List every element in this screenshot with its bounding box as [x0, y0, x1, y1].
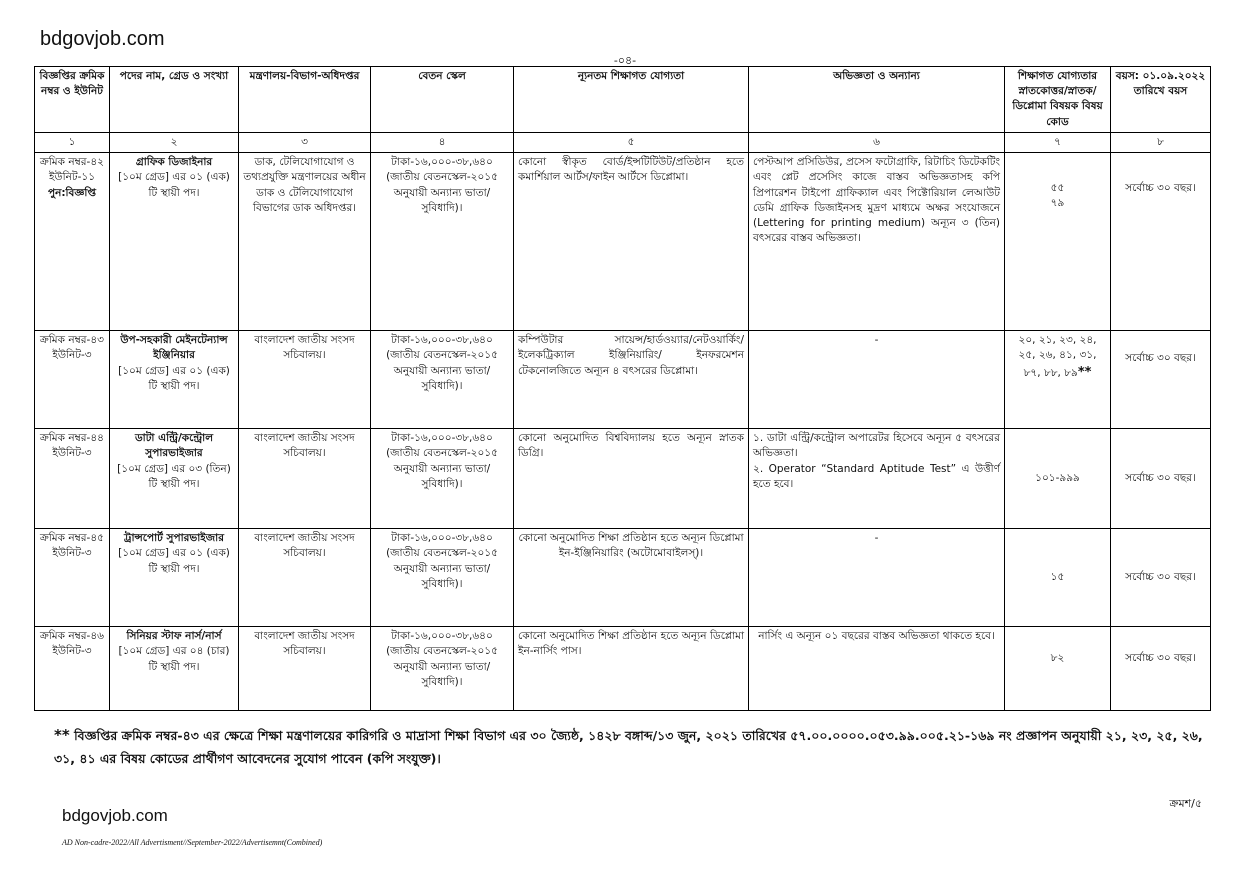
experience-cell — [749, 331, 1005, 429]
subject-code-cell: ১০১-৯৯৯ — [1005, 429, 1111, 529]
subject-code-cell: ১৫ — [1005, 529, 1111, 627]
footnote — [54, 722, 1214, 770]
readvertisement-label: পুন:বিজ্ঞপ্তি — [47, 186, 97, 199]
footnote-text: বিজ্ঞপ্তির ক্রমিক নম্বর-৪৩ এর ক্ষেত্রে শিক্ষা মন্ত্রণালয়ের কারিগরি ও মাদ্রাসা শিক্ষা বিভাগ এর ৩০ জ্যৈষ্ঠ, ১৪২৮ বঙ্গাব্দ/১৩ জুন, ২০২১ তারিখের ৫৭.০০.০০০০.০৫৩.৯৯.০০৫.২১-১৬৯ নং প্রজ্ঞাপন অনুযায়ী ২১, ২৩, ২৫, ২৬, ৩১, ৪১ এর বিষয় কোডের প্রার্থীগণ আবেদনের সুযোগ পাবেন (কপি সংযুক্ত)। — [54, 728, 1203, 767]
column-number: ৫ — [514, 132, 749, 152]
subject-code-cell: ৫৫ ৭৯ — [1005, 153, 1111, 331]
experience-cell — [749, 529, 1005, 627]
header-subject-code: শিক্ষাগত যোগ্যতার স্নাতকোত্তর/স্নাতক/ ডিপ্লোমা বিষয়ক বিষয় কোড — [1005, 67, 1111, 133]
experience-item-2: ২. Operator “Standard Aptitude Test” এ উত্তীর্ণ হতে হবে। — [753, 462, 1000, 490]
header-row — [35, 67, 1211, 133]
post-cell — [110, 429, 239, 529]
table-row — [35, 529, 1211, 627]
ministry-cell: ডাক, টেলিযোগাযোগ ও তথ্যপ্রযুক্তি মন্ত্রণালয়ের অধীন ডাক ও টেলিযোগাযোগ বিভাগের ডাক অধিদপ্তর। — [239, 153, 371, 331]
post-name: ট্রান্সপোর্ট সুপারভাইজার — [124, 532, 224, 545]
qualification-cell: কোনো স্বীকৃত বোর্ড/ইন্সটিটিউট/প্রতিষ্ঠান হতে কমার্শিয়াল আর্টস/ফাইন আর্টসে ডিপ্লোমা। — [514, 153, 749, 331]
header-age: বয়স: ০১.০৯.২০২২ তারিখে বয়স — [1111, 67, 1211, 133]
header-qualification: ন্যূনতম শিক্ষাগত যোগ্যতা — [514, 67, 749, 133]
age-cell: সর্বোচ্চ ৩০ বছর। — [1111, 429, 1211, 529]
header-pay-scale: বেতন স্কেল — [371, 67, 514, 133]
ministry-cell: বাংলাদেশ জাতীয় সংসদ সচিবালয়। — [239, 627, 371, 711]
post-detail: [১০ম গ্রেড] এর ০১ (এক) টি স্থায়ী পদ। — [118, 364, 230, 392]
serial-cell: ক্রমিক নম্বর-৪৩ ইউনিট-৩ — [35, 331, 110, 429]
footnote-asterisk: ** — [54, 726, 70, 744]
header-experience: অভিজ্ঞতা ও অন্যান্য — [749, 67, 1005, 133]
table-row — [35, 627, 1211, 711]
continued-marker: ক্রমশ/৫ — [1169, 797, 1202, 810]
job-circular-table — [34, 66, 1211, 711]
age-cell: সর্বোচ্চ ৩০ বছর। — [1111, 331, 1211, 429]
serial-cell: ক্রমিক নম্বর-৪৫ ইউনিট-৩ — [35, 529, 110, 627]
age-cell: সর্বোচ্চ ৩০ বছর। — [1111, 627, 1211, 711]
site-watermark-top: bdgovjob.com — [40, 28, 165, 50]
subject-code-cell — [1005, 331, 1111, 429]
header-post: পদের নাম, গ্রেড ও সংখ্যা — [110, 67, 239, 133]
column-number: ৬ — [749, 132, 1005, 152]
ministry-cell: বাংলাদেশ জাতীয় সংসদ সচিবালয়। — [239, 331, 371, 429]
qualification-cell: কোনো অনুমোদিত শিক্ষা প্রতিষ্ঠান হতে অন্যূন ডিপ্লোমা ইন-নার্সিং পাস। — [514, 627, 749, 711]
table-row — [35, 153, 1211, 331]
subject-codes: ২০, ২১, ২৩, ২৪, ২৫, ২৬, ৪১, ৩১, ৮৭, ৮৮, ৮৯ — [1018, 334, 1097, 379]
qualification-cell: কম্পিউটার সায়েন্স/হার্ডওয়্যার/নেটওয়ার্কিং/ইলেকট্রিক্যাল ইঞ্জিনিয়ারিং/ ইনফরমেশন টেকনোলজিতে অন্যূন ৪ বৎসরের ডিপ্লোমা। — [514, 331, 749, 429]
site-watermark-bottom: bdgovjob.com — [62, 806, 168, 825]
age-cell: সর্বোচ্চ ৩০ বছর। — [1111, 529, 1211, 627]
pay-scale-cell: টাকা-১৬,০০০-৩৮,৬৪০ (জাতীয় বেতনস্কেল-২০১৫ অনুযায়ী অন্যান্য ভাতা/সুবিধাদি)। — [371, 429, 514, 529]
post-cell — [110, 627, 239, 711]
empty-dash: - — [874, 532, 879, 545]
table-row — [35, 429, 1211, 529]
table-row — [35, 331, 1211, 429]
post-detail: [১০ম গ্রেড] এর ০১ (এক) টি স্থায়ী পদ। — [118, 547, 230, 575]
post-detail: [১০ম গ্রেড] এর ০১ (এক) টি স্থায়ী পদ। — [118, 171, 230, 199]
post-name: গ্রাফিক ডিজাইনার — [135, 156, 213, 169]
age-cell: সর্বোচ্চ ৩০ বছর। — [1111, 153, 1211, 331]
double-asterisk-mark: ** — [1077, 364, 1092, 380]
column-number: ৮ — [1111, 132, 1211, 152]
advertisement-reference: AD Non-cadre-2022/All Advertisment//September-2022/Advertisemnt(Combined) — [62, 838, 323, 847]
post-cell — [110, 529, 239, 627]
ministry-cell: বাংলাদেশ জাতীয় সংসদ সচিবালয়। — [239, 529, 371, 627]
pay-scale-cell: টাকা-১৬,০০০-৩৮,৬৪০ (জাতীয় বেতনস্কেল-২০১৫ অনুযায়ী অন্যান্য ভাতা/সুবিধাদি)। — [371, 153, 514, 331]
post-name: ডাটা এন্ট্রি/কন্ট্রোল সুপারভাইজার — [134, 432, 214, 460]
serial-cell — [35, 153, 110, 331]
column-number: ৭ — [1005, 132, 1111, 152]
pay-scale-cell: টাকা-১৬,০০০-৩৮,৬৪০ (জাতীয় বেতনস্কেল-২০১৫ অনুযায়ী অন্যান্য ভাতা/সুবিধাদি)। — [371, 627, 514, 711]
post-cell — [110, 331, 239, 429]
post-name: সিনিয়র স্টাফ নার্স/নার্স — [126, 630, 222, 643]
post-detail: [১০ম গ্রেড] এর ০৩ (তিন) টি স্থায়ী পদ। — [117, 462, 231, 490]
experience-cell — [749, 429, 1005, 529]
column-number: ৪ — [371, 132, 514, 152]
qualification-cell: কোনো অনুমোদিত বিশ্ববিদ্যালয় হতে অন্যূন স্নাতক ডিগ্রি। — [514, 429, 749, 529]
qualification-cell: কোনো অনুমোদিত শিক্ষা প্রতিষ্ঠান হতে অন্যূন ডিপ্লোমা ইন-ইঞ্জিনিয়ারিং (অটোমোবাইলস্)। — [514, 529, 749, 627]
page-number: -০৪- — [613, 54, 637, 67]
pay-scale-cell: টাকা-১৬,০০০-৩৮,৬৪০ (জাতীয় বেতনস্কেল-২০১৫ অনুযায়ী অন্যান্য ভাতা/সুবিধাদি)। — [371, 529, 514, 627]
experience-item-1: ১. ডাটা এন্ট্রি/কন্ট্রোল অপারেটর হিসেবে অন্যূন ৫ বৎসরের অভিজ্ঞতা। — [753, 432, 1000, 460]
header-serial: বিজ্ঞপ্তির ক্রমিক নম্বর ও ইউনিট — [35, 67, 110, 133]
serial-text: ক্রমিক নম্বর-৪২ ইউনিট-১১ — [40, 156, 104, 184]
ministry-cell: বাংলাদেশ জাতীয় সংসদ সচিবালয়। — [239, 429, 371, 529]
serial-cell: ক্রমিক নম্বর-৪৪ ইউনিট-৩ — [35, 429, 110, 529]
experience-cell: নার্সিং এ অন্যূন ০১ বছরের বাস্তব অভিজ্ঞতা থাকতে হবে। — [749, 627, 1005, 711]
column-number: ১ — [35, 132, 110, 152]
pay-scale-cell: টাকা-১৬,০০০-৩৮,৬৪০ (জাতীয় বেতনস্কেল-২০১৫ অনুযায়ী অন্যান্য ভাতা/সুবিধাদি)। — [371, 331, 514, 429]
serial-cell: ক্রমিক নম্বর-৪৬ ইউনিট-৩ — [35, 627, 110, 711]
column-number: ২ — [110, 132, 239, 152]
experience-cell: পেস্টআপ প্রসিডিউর, প্রসেস ফটোগ্রাফি, রিটাচিং ডিটেকটিং এবং প্লেট প্রসেসিং কাজে বাস্তব অভিজ্ঞতাসহ কপি প্রিপারেশন টাইপো গ্রাফিক্যাল এবং পিক্টোরিয়াল লেআউট ডেমি গ্রাফিক ডিজাইনসহ মুদ্রণ মাধ্যমে অক্ষর সংযোজনে (Lettering for printing medium) অন্যূন ৩ (তিন) বৎসরের বাস্তব অভিজ্ঞতা। — [749, 153, 1005, 331]
post-detail: [১০ম গ্রেড] এর ০৪ (চার) টি স্থায়ী পদ। — [118, 645, 230, 673]
empty-dash: - — [874, 334, 879, 347]
post-cell — [110, 153, 239, 331]
header-ministry: মন্ত্রণালয়-বিভাগ-অধিদপ্তর — [239, 67, 371, 133]
subject-code-cell: ৮২ — [1005, 627, 1111, 711]
column-number-row — [35, 132, 1211, 152]
column-number: ৩ — [239, 132, 371, 152]
post-name: উপ-সহকারী মেইনটেন্যান্স ইঞ্জিনিয়ার — [120, 334, 228, 362]
